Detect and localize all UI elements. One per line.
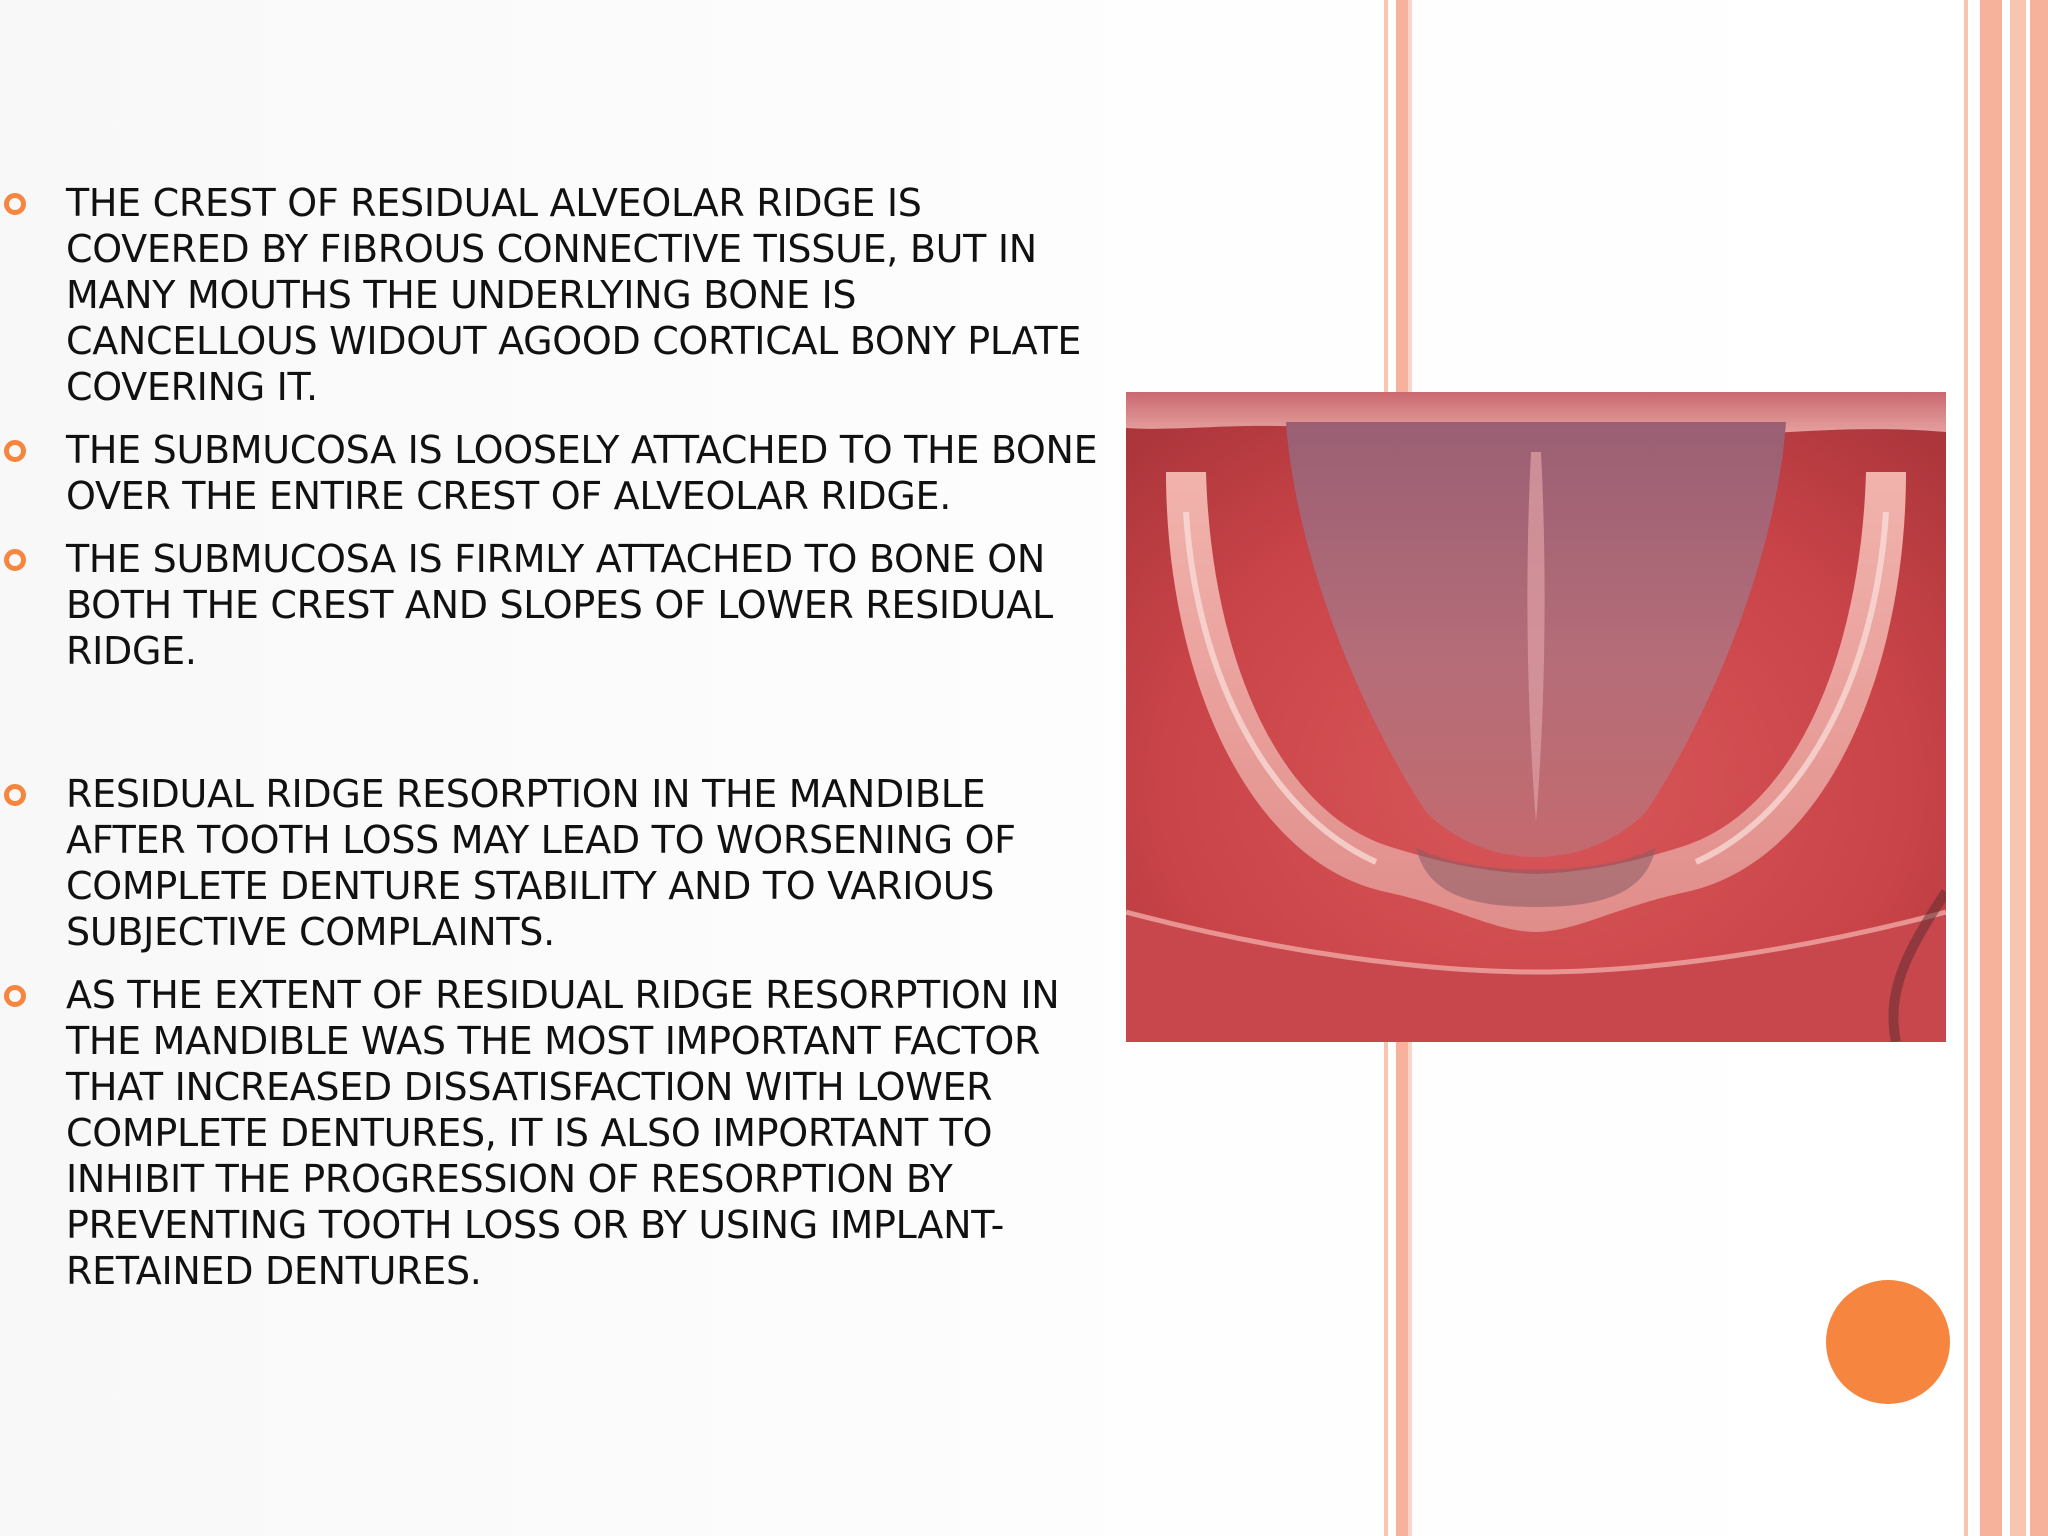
bullet-item bbox=[0, 972, 1110, 1294]
mandible-photo bbox=[1126, 392, 1946, 1042]
decorative-stripe bbox=[1964, 0, 1968, 1536]
decorative-stripe bbox=[2030, 0, 2048, 1536]
bullet-text: THE SUBMUCOSA IS LOOSELY ATTACHED TO THE BONE OVER THE ENTIRE CREST OF ALVEOLAR RIDGE. bbox=[66, 428, 1098, 518]
bullet-list bbox=[0, 180, 1110, 1294]
bullet-circle-icon bbox=[4, 440, 26, 462]
bullet-text: THE SUBMUCOSA IS FIRMLY ATTACHED TO BONE ON BOTH THE CREST AND SLOPES OF LOWER RESIDUAL RIDGE. bbox=[66, 537, 1053, 673]
decorative-stripe bbox=[2010, 0, 2026, 1536]
bullet-text: AS THE EXTENT OF RESIDUAL RIDGE RESORPTION IN THE MANDIBLE WAS THE MOST IMPORTANT FACTOR THAT INCREASED DISSATISFACTION WITH LOWER COMPLETE DENTURES, IT IS ALSO IMPORTANT TO INHIBIT THE PROGRESSION OF RESORPTION BY PREVENTING TOOTH LOSS OR BY USING IMPLANT-RETAINED DENTURES. bbox=[66, 973, 1060, 1293]
bullet-circle-icon bbox=[4, 193, 26, 215]
bullet-text: RESIDUAL RIDGE RESORPTION IN THE MANDIBLE AFTER TOOTH LOSS MAY LEAD TO WORSENING OF COMPLETE DENTURE STABILITY AND TO VARIOUS SUBJECTIVE COMPLAINTS. bbox=[66, 772, 1016, 954]
bullet-item bbox=[0, 180, 1110, 410]
bullet-item bbox=[0, 427, 1110, 519]
decorative-circle bbox=[1826, 1280, 1950, 1404]
bullet-item bbox=[0, 771, 1110, 955]
decorative-stripe bbox=[1980, 0, 2002, 1536]
bullet-circle-icon bbox=[4, 985, 26, 1007]
bullet-text: THE CREST OF RESIDUAL ALVEOLAR RIDGE IS COVERED BY FIBROUS CONNECTIVE TISSUE, BUT IN MANY MOUTHS THE UNDERLYING BONE IS CANCELLOUS WIDOUT AGOOD CORTICAL BONY PLATE COVERING IT. bbox=[66, 181, 1082, 409]
bullet-item bbox=[0, 536, 1110, 674]
bullet-circle-icon bbox=[4, 549, 26, 571]
bullet-circle-icon bbox=[4, 784, 26, 806]
